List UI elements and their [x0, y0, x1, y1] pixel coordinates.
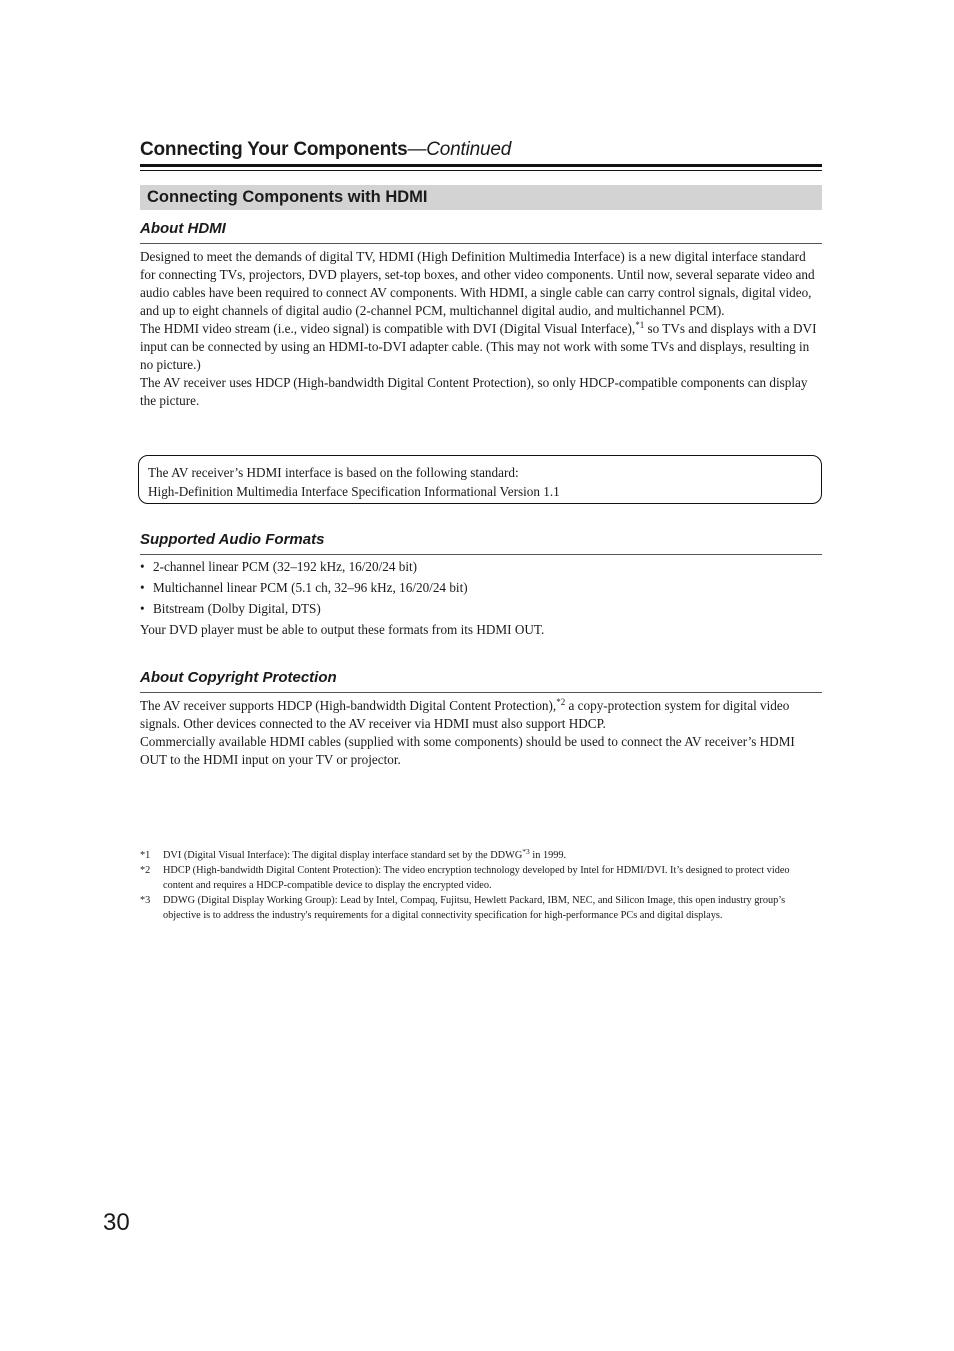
copyright-paragraph-1	[140, 697, 822, 733]
footnote-ref-2: *2	[556, 697, 566, 707]
about-hdmi-paragraph-3: The AV receiver uses HDCP (High-bandwidth Digital Content Protection), so only HDCP-compatible components can display the picture.	[140, 375, 808, 408]
note-line-2: High-Definition Multimedia Interface Specification Informational Version 1.1	[148, 484, 560, 499]
about-hdmi-paragraph-2-a: The HDMI video stream (i.e., video signal) is compatible with DVI (Digital Visual Interface),	[140, 321, 636, 336]
standard-note-box	[138, 455, 822, 504]
list-item: • 2-channel linear PCM (32–192 kHz, 16/20/24 bit)	[140, 558, 822, 576]
page-number: 30	[103, 1209, 130, 1236]
audio-formats-body	[140, 558, 822, 639]
about-hdmi-body	[140, 248, 822, 410]
audio-formats-list	[140, 558, 822, 618]
header-rule-thick	[140, 164, 822, 167]
footnote-3	[140, 893, 822, 923]
copyright-rule	[140, 692, 822, 693]
copyright-body	[140, 697, 822, 769]
header-rule-thin	[140, 170, 822, 171]
footnote-mark: *3	[140, 895, 151, 906]
footnote-ref-1: *1	[635, 320, 645, 330]
footnote-text: DVI (Digital Visual Interface): The digital display interface standard set by the DDWG	[163, 850, 523, 861]
copyright-heading: About Copyright Protection	[140, 669, 337, 686]
footnote-2	[140, 863, 822, 893]
about-hdmi-paragraph-2	[140, 320, 822, 374]
audio-formats-heading: Supported Audio Formats	[140, 531, 325, 548]
about-hdmi-paragraph-1: Designed to meet the demands of digital TV, HDMI (High Definition Multimedia Interface) is a new digital interface standard for connecting TVs, projectors, DVD players, set-top boxes, and other video components. Until now, several separate video and audio cables have been required to connect AV components. With HDMI, a single cable can carry control signals, digital video, and up to eight channels of digital audio (2-channel PCM, multichannel digital audio, and multichannel PCM).	[140, 249, 815, 318]
about-hdmi-rule	[140, 243, 822, 244]
copyright-paragraph-1-b: a copy-protection system for digital video signals. Other devices connected to the AV receiver via HDMI must also support HDCP.	[140, 698, 790, 731]
section-title: Connecting Components with HDMI	[147, 188, 428, 206]
footnotes	[140, 848, 822, 923]
list-item: • Multichannel linear PCM (5.1 ch, 32–96 kHz, 16/20/24 bit)	[140, 579, 822, 597]
note-line-1: The AV receiver’s HDMI interface is based on the following standard:	[148, 465, 519, 480]
copyright-paragraph-2: Commercially available HDMI cables (supplied with some components) should be used to connect the AV receiver’s HDMI OUT to the HDMI input on your TV or projector.	[140, 734, 795, 767]
footnote-mark: *1	[140, 850, 151, 861]
footnote-mark: *2	[140, 865, 151, 876]
audio-formats-rule	[140, 554, 822, 555]
footnote-text: DDWG (Digital Display Working Group): Lead by Intel, Compaq, Fujitsu, Hewlett Packard, IBM, NEC, and Silicon Image, this open industry group’s objective is to address the industry's requirements for a digital connectivity specification for high-performance PCs and digital displays.	[163, 895, 786, 921]
about-hdmi-heading: About HDMI	[140, 220, 226, 237]
copyright-paragraph-1-a: The AV receiver supports HDCP (High-bandwidth Digital Content Protection),	[140, 698, 557, 713]
running-head-continued: —Continued	[407, 139, 512, 160]
running-head	[140, 139, 822, 161]
footnote-ref-3: *3	[522, 847, 530, 856]
about-hdmi-paragraph-2-b: so TVs and displays with a DVI input can be connected by using an HDMI-to-DVI adapter cable. (This may not work with some TVs and displays, resulting in no picture.)	[140, 321, 817, 372]
list-item: • Bitstream (Dolby Digital, DTS)	[140, 600, 822, 618]
footnote-text: HDCP (High-bandwidth Digital Content Protection): The video encryption technology developed by Intel for HDMI/DVI. It’s designed to protect video content and requires a HDCP-compatible device to display the encrypted video.	[163, 865, 790, 891]
footnote-text-tail: in 1999.	[529, 850, 567, 861]
audio-formats-note: Your DVD player must be able to output these formats from its HDMI OUT.	[140, 622, 545, 637]
running-head-title: Connecting Your Components	[140, 139, 408, 160]
footnote-1	[140, 848, 822, 863]
